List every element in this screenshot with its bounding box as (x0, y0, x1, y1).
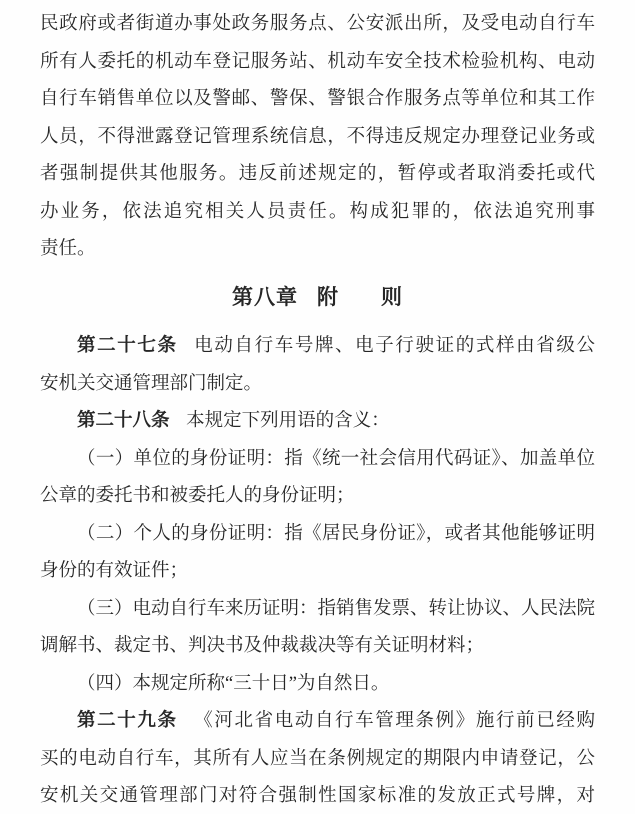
text-line: （二）个人的身份证明：指《居民身份证》，或者其他能够证明 (77, 523, 595, 544)
chapter-number: 第八章 (232, 284, 299, 309)
definition-item-4 (40, 666, 595, 704)
article-number: 第二十九条 (77, 711, 178, 731)
text-line: 民政府或者街道办事处政务服务点、公安派出所，及受电动自行车 (40, 14, 595, 34)
text-line: 买的电动自行车，其所有人应当在条例规定的期限内申请登记，公 (40, 748, 595, 769)
text-line (40, 703, 595, 741)
text-line: 者强制提供其他服务。违反前述规定的，暂停或者取消委托或代 (40, 164, 595, 184)
paragraph-continuation (40, 6, 595, 269)
text-line: 公章的委托书和被委托人的身份证明； (40, 486, 355, 506)
article-number: 第二十七条 (77, 336, 178, 356)
text-line: 人员，不得泄露登记管理系统信息，不得违反规定办理登记业务或 (40, 126, 595, 147)
article-number: 第二十八条 (77, 411, 170, 431)
chapter-title-part-1: 附 (316, 284, 339, 309)
text-line: 安机关交通管理部门对符合强制性国家标准的发放正式号牌，对 (40, 786, 595, 806)
definition-item-2 (40, 516, 595, 591)
article-29 (40, 703, 595, 814)
text-line: （一）单位的身份证明：指《统一社会信用代码证》、加盖单位 (77, 448, 595, 469)
text-line: 责任。 (40, 239, 96, 259)
text-line: 身份的有效证件； (40, 561, 189, 581)
article-text: 本规定下列用语的含义： (186, 411, 390, 431)
definition-item-3 (40, 591, 595, 666)
article-28 (40, 403, 595, 441)
text-line (40, 328, 595, 366)
text-line (40, 403, 595, 441)
definition-item-1 (40, 441, 595, 516)
text-line: （三）电动自行车来历证明：指销售发票、转让协议、人民法院 (77, 598, 596, 619)
article-text: 电动自行车号牌、电子行驶证的式样由省级公 (194, 336, 595, 356)
text-line: 自行车销售单位以及警邮、警保、警银合作服务点等单位和其工作 (40, 89, 595, 109)
article-text: 《河北省电动自行车管理条例》施行前已经购 (194, 711, 595, 731)
text-line: 办业务，依法追究相关人员责任。构成犯罪的，依法追究刑事 (40, 201, 595, 222)
chapter-title-part-2: 则 (380, 284, 403, 309)
text-line: （四）本规定所称“三十日”为自然日。 (77, 673, 390, 694)
text-line: 所有人委托的机动车登记服务站、机动车安全技术检验机构、电动 (40, 51, 595, 72)
article-27 (40, 328, 595, 403)
chapter-heading (40, 279, 595, 317)
text-line: 安机关交通管理部门制定。 (40, 373, 263, 394)
text-line: 调解书、裁定书、判决书及仲裁裁决等有关证明材料； (40, 636, 485, 656)
